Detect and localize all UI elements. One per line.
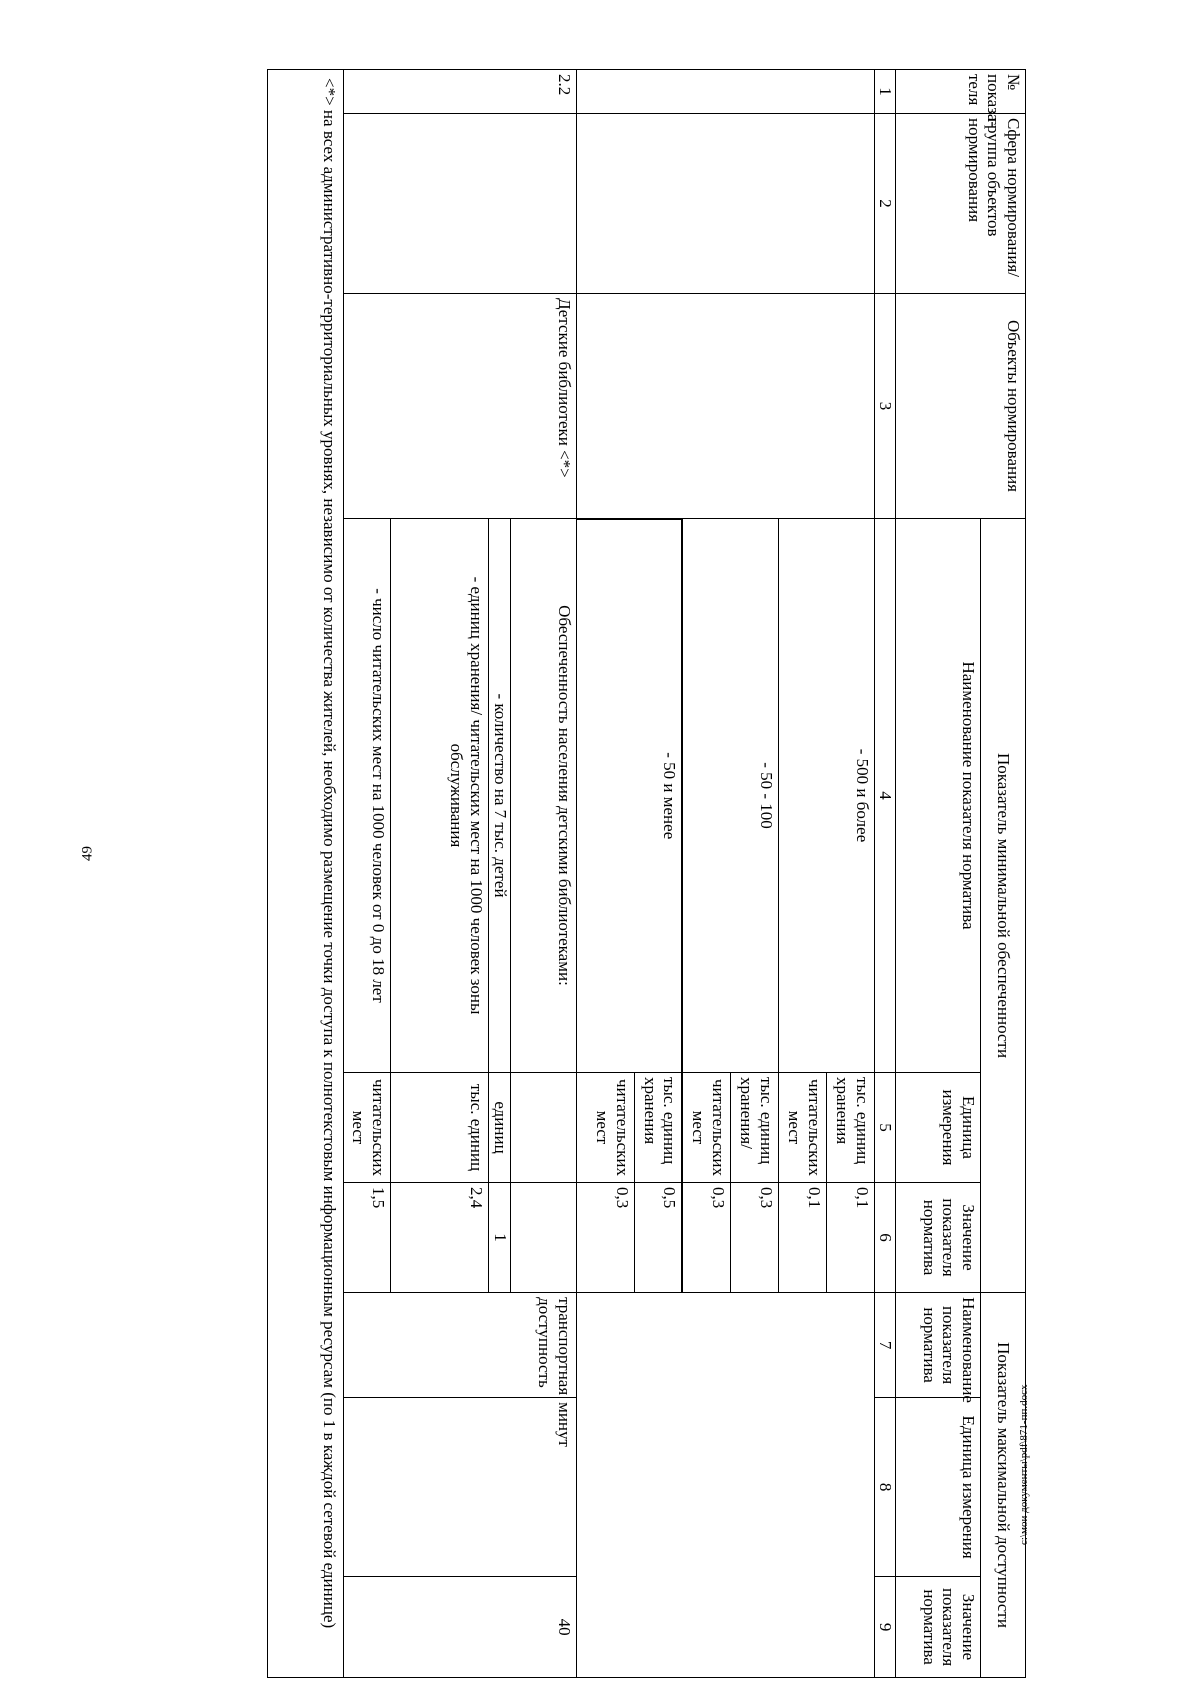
col-number: 7 <box>875 1293 896 1398</box>
col-number: 2 <box>875 114 896 294</box>
row-22-max-value: 40 <box>344 1577 577 1678</box>
row-50-100-val-b: 0,3 <box>683 1183 731 1293</box>
row-22-sub1-unit: единиц <box>489 1073 511 1183</box>
row-500-unit-a: тыс. единиц хранения <box>827 1073 875 1183</box>
footnote: <*> на всех административно-территориальных уровнях, независимо от количества жителей, необходимо размещение точки доступа к полнотекстовым информационным ресурсам (по 1 в каждой сетевой единице) <box>268 70 344 1678</box>
block1-sphere-empty <box>577 114 875 294</box>
row-50-100-unit-b: читательских мест <box>683 1073 731 1183</box>
row-22-head-unit-empty <box>511 1073 577 1183</box>
header-max-value: Значение показателя норматива <box>896 1577 981 1678</box>
header-min-value: Значение показателя норматива <box>896 1183 981 1293</box>
row-22-sub2-unit: тыс. единиц <box>391 1073 489 1183</box>
row-500-val-b: 0,1 <box>779 1183 827 1293</box>
col-number: 9 <box>875 1577 896 1678</box>
row-50-unit-b: читательских мест <box>577 1073 635 1183</box>
header-max-group: Показатель максимальной доступности <box>981 1293 1026 1678</box>
file-path: c:\мои документы\pdf\871-пп.docx <box>1018 1384 1030 1545</box>
row-22-max-name: транспортная доступность <box>344 1293 577 1398</box>
header-col1: № показа- теля <box>896 70 1026 114</box>
row-50-100-val-a: 0,3 <box>731 1183 779 1293</box>
row-50-100-unit-a: тыс. единиц хранения/ <box>731 1073 779 1183</box>
col-number: 3 <box>875 294 896 519</box>
row-22-sub3-value: 1,5 <box>344 1183 391 1293</box>
row-500-val-a: 0,1 <box>827 1183 875 1293</box>
header-max-unit: Единица измерения <box>896 1398 981 1577</box>
block1-max-empty <box>577 1293 875 1678</box>
row-22-sub1-name: - количество на 7 тыс. детей <box>489 519 511 1073</box>
row-50-val-a: 0,5 <box>635 1183 683 1293</box>
row-500-name: - 500 и более <box>779 519 875 1073</box>
header-col2: Сфера нормирования/ группа объектов нормирования <box>896 114 1026 294</box>
header-min-name: Наименование показателя норматива <box>896 519 981 1073</box>
row-500-unit-b: читательских мест <box>779 1073 827 1183</box>
row-50-name: - 50 и менее <box>577 519 683 1073</box>
col-number: 1 <box>875 70 896 114</box>
norms-table <box>267 69 1026 1678</box>
row-22-sub1-value: 1 <box>489 1183 511 1293</box>
row-22-head-value-empty <box>511 1183 577 1293</box>
col-number: 4 <box>875 519 896 1073</box>
header-min-unit: Единица измерения <box>896 1073 981 1183</box>
row-22-max-unit: минут <box>344 1398 577 1577</box>
row-22-head-name: Обеспеченность населения детскими библиотеками: <box>511 519 577 1073</box>
col-number: 6 <box>875 1183 896 1293</box>
rotated-table-container <box>170 69 1026 1677</box>
page-number: 49 <box>79 846 96 861</box>
block1-object-empty <box>577 294 875 519</box>
row-50-val-b: 0,3 <box>577 1183 635 1293</box>
col-number: 8 <box>875 1398 896 1577</box>
row-50-unit-a: тыс. единиц хранения <box>635 1073 683 1183</box>
row-22-sub2-value: 2,4 <box>391 1183 489 1293</box>
row-22-sub2-name: - единиц хранения/ читательских мест на 1000 человек зоны обслуживания <box>391 519 489 1073</box>
row-22-sub3-name: - число читательских мест на 1000 человек от 0 до 18 лет <box>344 519 391 1073</box>
row-22-num: 2.2 <box>344 70 577 114</box>
block1-num-empty <box>577 70 875 114</box>
header-min-group: Показатель минимальной обеспеченности <box>981 519 1026 1293</box>
col-number: 5 <box>875 1073 896 1183</box>
header-max-name: Наименование показателя норматива <box>896 1293 981 1398</box>
header-col3: Объекты нормирования <box>896 294 1026 519</box>
row-22-sub3-unit: читательских мест <box>344 1073 391 1183</box>
row-22-sphere-empty <box>344 114 577 294</box>
row-50-100-name: - 50 - 100 <box>683 519 779 1073</box>
row-22-object: Детские библиотеки <*> <box>344 294 577 519</box>
